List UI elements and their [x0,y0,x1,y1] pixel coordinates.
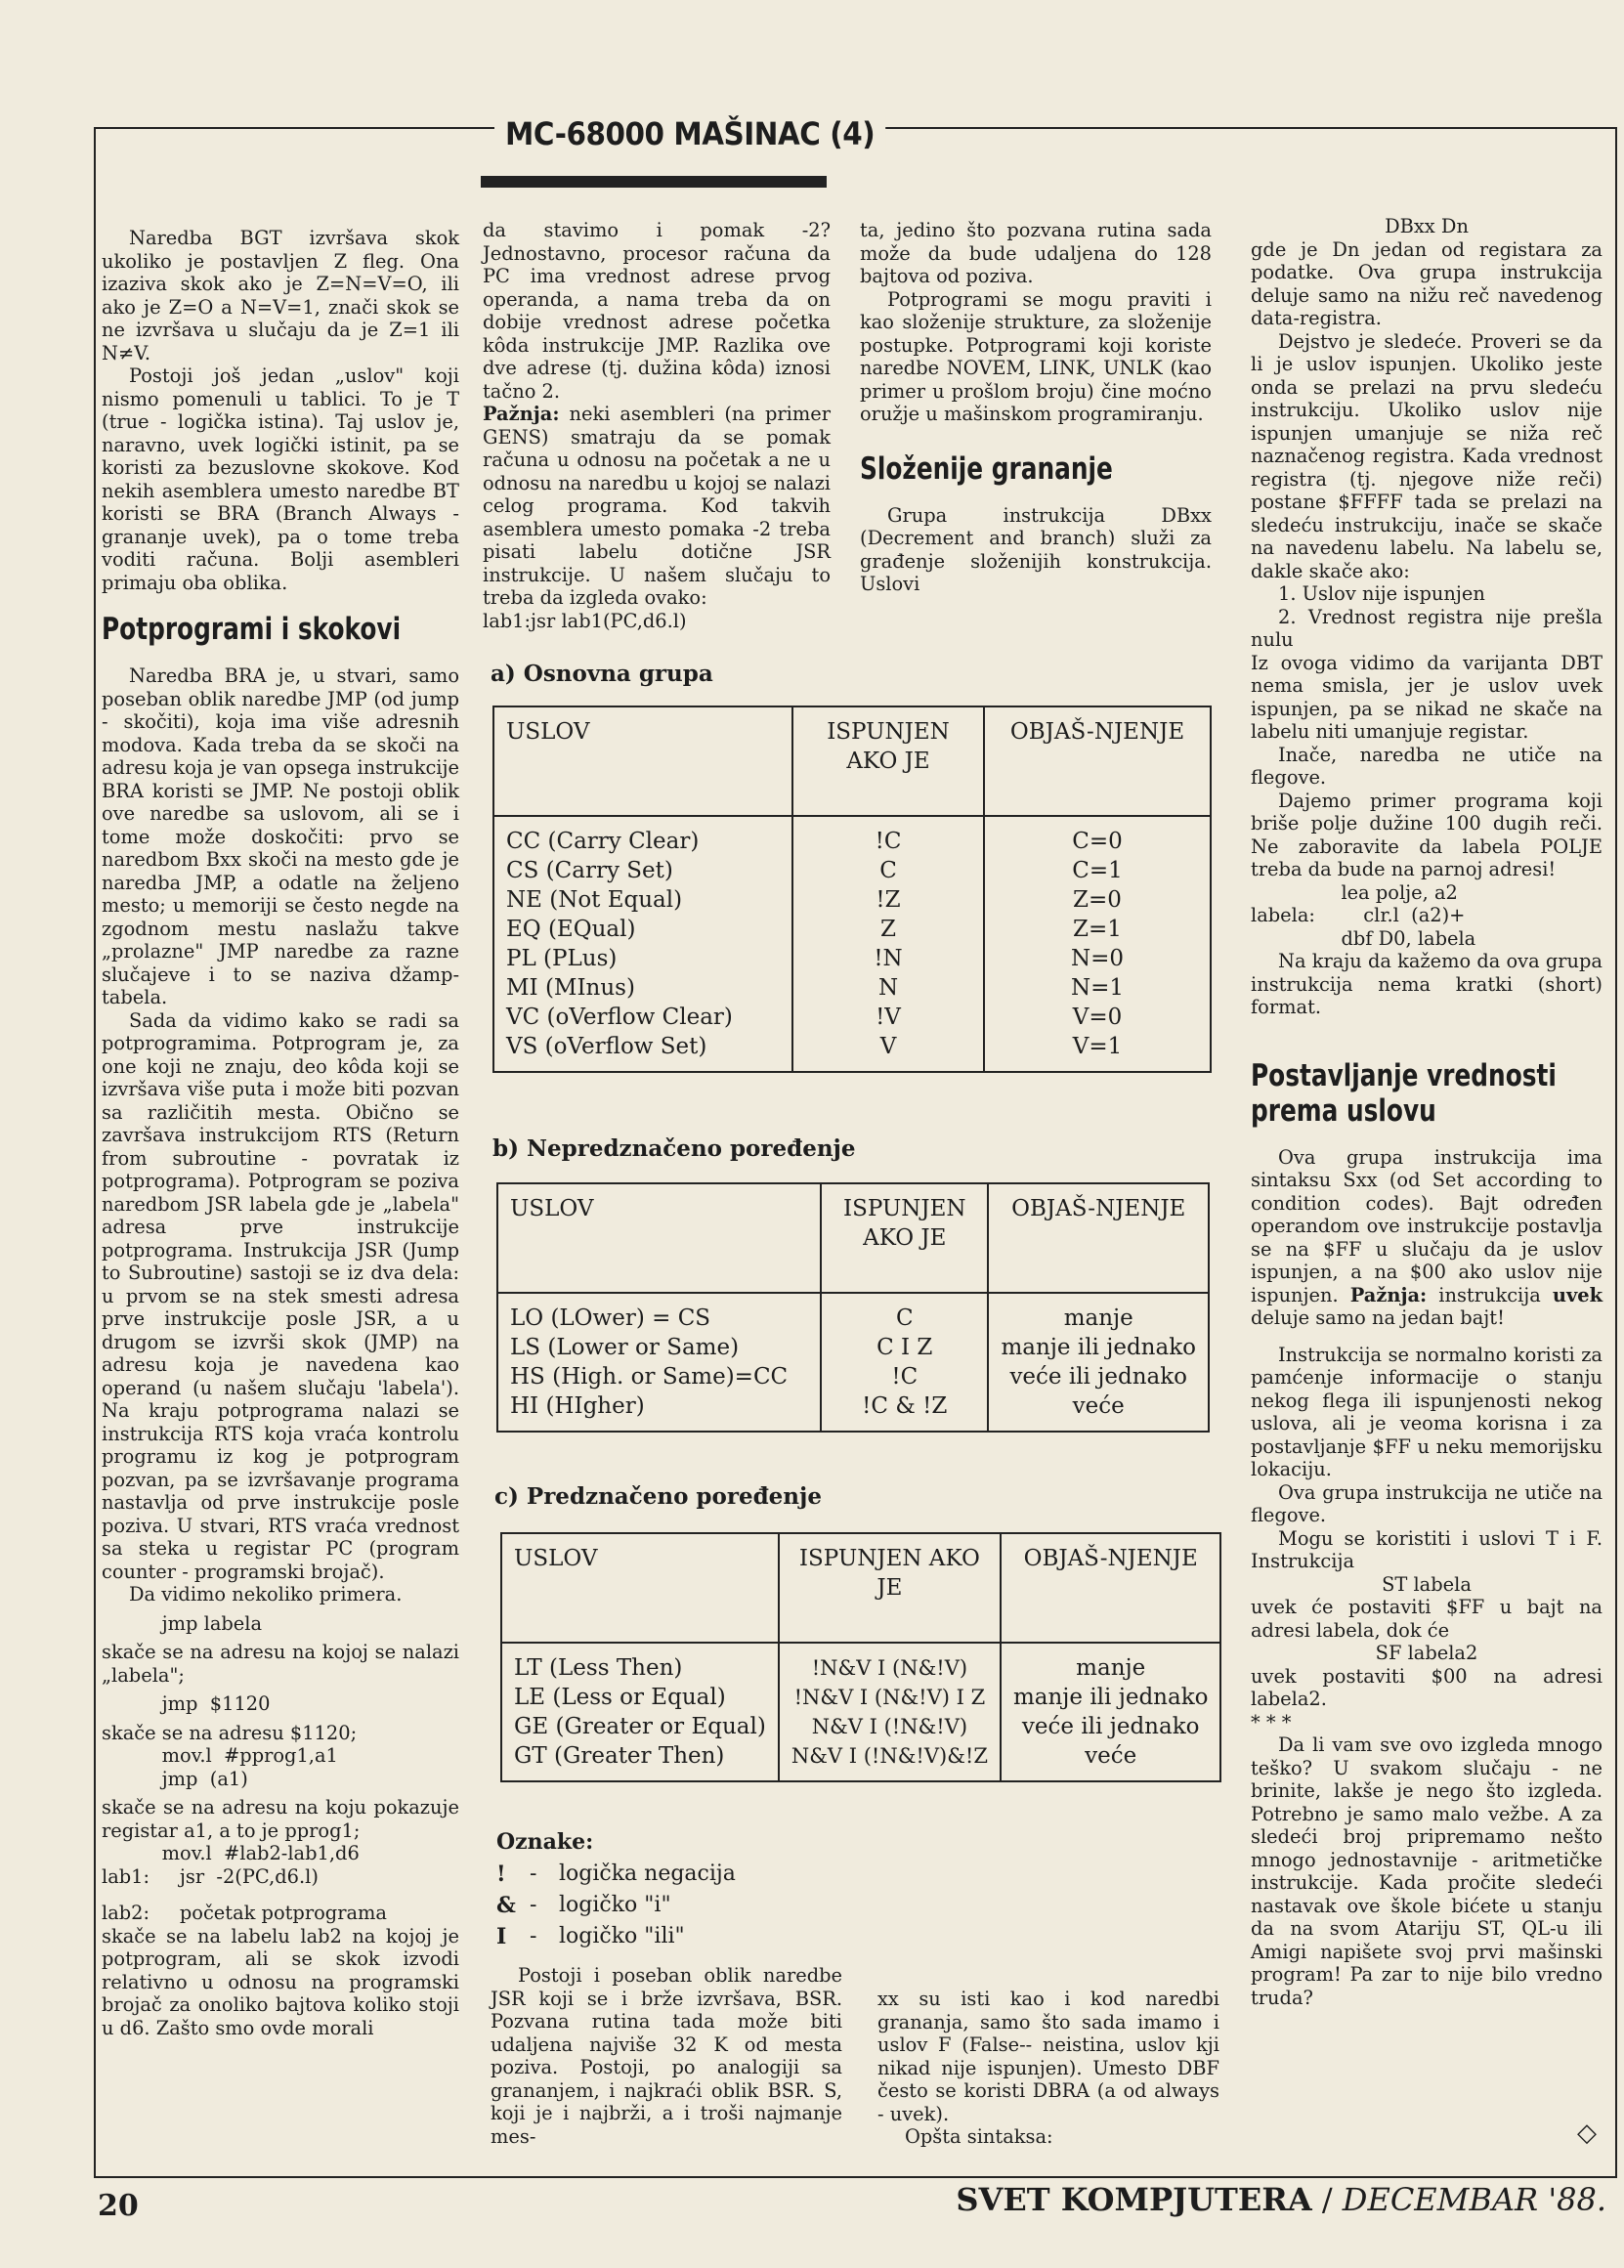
cell: LS (Lower or Same) [510,1335,740,1360]
footer-separator: / [1311,2181,1343,2218]
paragraph: Naredba BRA je, u stvari, samo poseban oblik naredbe JMP (od jump - skočiti), koja ima više adresnih modova. Kada treba da se skoči na adresu koja je van opsega instrukcije BRA koristi se JMP. Ne postoji oblik ove naredbe sa uslovom, ali se i tome može doskočiti: prvo se naredbom Bxx skoči na mesto gde je naredba JMP, a odatle na željeno mesto; u memoriji se često negde na zgodnom mestu naslažu takve „prolazne" JMP naredbe za razne slučajeve i to se naziva džamp-tabela. [102,664,459,1008]
code-block: mov.l #pprog1,a1 jmp (a1) [161,1744,338,1790]
table-header-row [493,706,1211,816]
legend-item: I - logičko "ili" [496,1921,736,1952]
cell: Z=1 [1073,917,1122,942]
header-cell: OBJAŠ-NJENJE [988,1183,1209,1293]
paragraph-text: deluje samo na jedan bajt! [1251,1306,1505,1329]
cell: !C [891,1364,919,1390]
cell: V [879,1034,897,1059]
cell: GT (Greater Then) [514,1743,725,1769]
cell: C=1 [1072,858,1123,883]
cell: !N&V I (N&!V) I Z [793,1686,986,1709]
cell: EQ (EQual) [506,917,636,942]
column-3 [860,219,1212,596]
legend-text: logička negacija [559,1861,736,1886]
cell: manje ili jednako [1012,1685,1209,1710]
cell: veće [1085,1743,1137,1769]
table-osnovna-grupa [492,706,1212,1073]
section-stars: * * * [1251,1710,1292,1733]
bold-label: Pažnja: [483,403,560,425]
legend-text: logičko "ili" [559,1924,685,1948]
table-row [497,1293,1209,1432]
code-line: lab2: početak potprograma [102,1902,387,1924]
cell: N=0 [1070,946,1125,971]
code-line: jmp labela [102,1611,263,1635]
table-b-title: b) Nepredznačeno poređenje [492,1135,856,1162]
legend-item: & - logičko "i" [496,1890,736,1921]
objasnjenje-column [984,816,1211,1072]
table-predznaceno [500,1532,1221,1782]
column-4 [1251,215,1603,2009]
paragraph: Mogu se koristiti i uslovi T i F. Instrukcija [1251,1526,1603,1572]
header-cell: ISPUNJEN AKO JE [792,706,984,816]
code-line: SF labela2 [1375,1642,1478,1664]
paragraph-text: Ova grupa instrukcija ima sintaksu Sxx (od Set according to condition codes). Bajt određen operandom ove instrukcije postavlja se na $FF u slučaju da je uslov ispunjen, a na $00 ako uslov nije ispunjen. [1251,1145,1603,1306]
cell: !C [875,829,902,854]
heading-potprogrami: Potprogrami i skokovi [102,612,402,647]
bottom-column-2 [491,1964,842,2148]
ispunjen-column [821,1293,988,1432]
paragraph: Grupa instrukcija DBxx (Decrement and branch) služi za građenje složenijih konstrukcija. Uslovi [860,503,1212,595]
list-item: 2. Vrednost registra nije prešla nulu [1251,605,1603,651]
ispunjen-column [792,816,984,1072]
page-number: 20 [98,2189,139,2223]
syntax-line: DBxx Dn [1385,215,1469,237]
issue-date: DECEMBAR '88. [1342,2181,1606,2218]
legend-symbol: ! [496,1861,506,1887]
paragraph: skače se na labelu lab2 na kojoj je potprogram, ali se skok izvodi relativno u odnosu na programski brojač za onoliko bajtova koliko stoji u d6. Zašto smo ovde morali [102,1924,459,2039]
paragraph: Naredba BGT izvršava skok ukoliko je postavljen Z fleg. Ona izaziva skok ako je Z=N=V=O, ili ako je Z=O a N=V=1, znači skok se ne izvršava u slučaju da je Z=1 ili N≠V. [102,227,459,364]
cell: !Z [876,887,901,913]
column-1 [102,227,459,2039]
cell: veće ili jednako [1009,1364,1188,1390]
heading-postavljanje: Postavljanje vrednosti prema uslovu [1251,1057,1557,1129]
paragraph: Potprogrami se mogu praviti i kao složenije strukture, za složenije postupke. Potprogrami koji koriste naredbe NOVEM, LINK, UNLK (kao primer u prošlom broju) čine moćno oružje u mašinskom programiranju. [860,287,1212,425]
paragraph-text: neki asembleri (na primer GENS) smatraju da se pomak računa u odnosu na početak a ne u odnosu na naredbu u kojoj se nalazi celog programa. Kod takvih asemblera umesto pomaka -2 treba pisati labelu dotične JSR instrukcije. U našem slučaju to treba da izgleda ovako: [483,403,831,609]
table-a-title: a) Osnovna grupa [491,661,713,687]
legend-item: ! - logička negacija [496,1859,736,1890]
column-2 [483,219,831,632]
paragraph: Opšta sintaksa: [905,2125,1053,2148]
ispunjen-column [779,1643,1001,1781]
article-title: MC-68000 MAŠINAC (4) [494,115,885,152]
legend-title: Oznake: [496,1829,594,1855]
table-c-title: c) Predznačeno poređenje [494,1483,822,1510]
table-row [493,816,1211,1072]
cell: NE (Not Equal) [506,887,683,913]
cell: !N&V I (N&!V) [811,1656,968,1680]
cell: veće ili jednako [1021,1714,1200,1739]
cell: PL (PLus) [506,946,618,971]
header-cell: OBJAŠ-NJENJE [1001,1533,1221,1643]
cell: N [877,975,899,1001]
cell: Z=0 [1073,887,1122,913]
paragraph: uvek će postaviti $FF u bajt na adresi labela, dok će [1251,1596,1603,1642]
paragraph: da stavimo i pomak -2? Jednostavno, procesor računa da PC ima vrednost adrese prvog operanda, a nama treba da on dobije vrednost adrese početka kôda instrukcije JMP. Razlika ove dve adrese (tj. dužina kôda) iznosi tačno 2. [483,219,831,403]
header-cell: USLOV [501,1533,779,1643]
table-nepredznaceno [496,1182,1210,1433]
cell: CC (Carry Clear) [506,829,700,854]
end-mark-icon: ◇ [1577,2118,1597,2148]
magazine-footer [956,2181,1606,2218]
paragraph: uvek postaviti $00 na adresi labela2. [1251,1664,1603,1710]
objasnjenje-column [1001,1643,1221,1781]
cell: C [895,1305,914,1331]
cell: LE (Less or Equal) [514,1685,726,1710]
header-cell: OBJAŠ-NJENJE [984,706,1211,816]
cell: HS (High. or Same)=CC [510,1364,789,1390]
cell: C I Z [876,1335,933,1360]
legend-symbol: & [496,1893,516,1918]
paragraph: ta, jedino što pozvana rutina sada može da bude udaljena do 128 bajtova od poziva. [860,219,1212,287]
paragraph: Iz ovoga vidimo da varijanta DBT nema smisla, jer je uslov uvek ispunjen, pa se nikad ne skače na labelu niti umanjuje registar. [1251,651,1603,743]
cell: N=1 [1070,975,1125,1001]
paragraph: xx su isti kao i kod naredbi grananja, samo što sada imamo i uslov F (False-- neistina, uslov kji nikad nije ispunjen). Umesto DBF često se koristi DBRA (a od always - uvek). [877,1988,1219,2125]
header-cell: USLOV [497,1183,821,1293]
paragraph: Instrukcija se normalno koristi za pamćenje informacije o stanju nekog flega ili ispunjenosti nekog uslova, ali je veoma korisna i za postavljanje $FF u neku memorijsku lokaciju. [1251,1343,1603,1480]
objasnjenje-column [988,1293,1209,1432]
paragraph: skače se na adresu na koju pokazuje registar a1, a to je pprog1; [102,1796,459,1842]
paragraph: gde je Dn jedan od registara za podatke. Ova grupa instrukcija deluje samo na nižu reč navedenog data-registra. [1251,237,1603,329]
bottom-column-3 [877,1988,1219,2149]
cell: manje [1076,1655,1146,1681]
code-line: lab1:jsr lab1(PC,d6.l) [483,609,687,632]
title-underline [481,176,827,188]
paragraph: Da vidimo nekoliko primera. [129,1583,403,1605]
paragraph: Dejstvo je sledeće. Proveri se da li je uslov ispunjen. Ukoliko jeste onda se prelazi na prvu sledeću instrukciju. Ukoliko uslov nije ispunjen umanjuje se niža reč naznačenog registra. Kada vrednost registra (tj. njegove niže reči) postane $FFFF tada se prelazi na sledeću instrukciju, inače se skače na navedenu labelu. Na labelu se, dakle skače ako: [1251,329,1603,582]
code-line: jmp $1120 [102,1692,271,1715]
paragraph: Na kraju da kažemo da ova grupa instrukcija nema kratki (short) format. [1251,950,1603,1018]
cell: VS (oVerflow Set) [506,1034,707,1059]
paragraph: Inače, naredba ne utiče na flegove. [1251,743,1603,789]
cell: LT (Less Then) [514,1655,683,1681]
cell: !V [876,1005,901,1030]
cell: V=0 [1072,1005,1123,1030]
cell: veće [1072,1393,1125,1419]
table-row [501,1643,1220,1781]
uslov-column [501,1643,779,1781]
table-header-row [497,1183,1209,1293]
legend [496,1829,736,1952]
uslov-column [497,1293,821,1432]
cell: N&V I (!N&!V)&!Z [791,1744,988,1768]
code-block: mov.l #lab2-lab1,d6 lab1: jsr -2(PC,d6.l) [102,1842,360,1888]
cell: N&V I (!N&!V) [811,1715,968,1738]
cell: manje ili jednako [1001,1335,1196,1360]
legend-text: logičko "i" [559,1893,671,1917]
bold-label: uvek [1552,1283,1603,1306]
cell: VC (oVerflow Clear) [506,1005,733,1030]
cell: Z [880,917,896,942]
magazine-name: SVET KOMPJUTERA [956,2181,1312,2218]
code-block: lea polje, a2 labela: clr.l (a2)+ dbf D0, labela [1251,880,1476,950]
paragraph: Ova grupa instrukcija ne utiče na flegove. [1251,1480,1603,1526]
paragraph: Dajemo primer programa koji briše polje dužine 100 dugih reči. Ne zaboravite da labela POLJE treba da bude na parnoj adresi! [1251,789,1603,880]
cell: GE (Greater or Equal) [514,1714,766,1739]
heading-slozenije: Složenije grananje [860,450,1113,487]
header-cell: ISPUNJEN AKO JE [821,1183,988,1293]
cell: !N [874,946,903,971]
cell: manje [1063,1305,1133,1331]
code-line: ST labela [1382,1572,1472,1596]
uslov-column [493,816,792,1072]
paragraph: Da li vam sve ovo izgleda mnogo teško? U svakom slučaju - ne brinite, lakše je nego što izgleda. Potrebno je samo malo vežbe. A za sledeći broj pripremamo nešto mnogo jednostavnije - aritmetičke instrukcije. Kada pročite sledeći nastavak ove škole bićete u stanju da na svom Atariju ST, QL-u ili Amigi napišete svoj prvi mašinski program! Pa zar to nije bilo vredno truda? [1251,1733,1603,2009]
cell: C [879,858,897,883]
paragraph: skače se na adresu na kojoj se nalazi „labela"; [102,1641,459,1687]
paragraph: skače se na adresu $1120; [102,1721,358,1744]
cell: V=1 [1072,1034,1123,1059]
paragraph: Postoji i poseban oblik naredbe JSR koji se i brže izvršava, BSR. Pozvana rutina tada može biti udaljena najviše 32 K od mesta poziva. Postoji, po analogiji sa grananjem, i najkraći oblik BSR. S, koji je i najbrži, a i troši najmanje mes- [491,1964,842,2148]
header-cell: ISPUNJEN AKO JE [779,1533,1001,1643]
cell: MI (MInus) [506,975,635,1001]
paragraph-text: instrukcija [1427,1283,1553,1306]
cell: !C & !Z [862,1393,948,1419]
paragraph: Sada da vidimo kako se radi sa potprogramima. Potprogram je, za one koji ne znaju, deo kôda koji se izvršava više puta i može biti pozvan sa različitih mesta. Obično se završava instrukcijom RTS (Return from subroutine - povratak iz potprograma). Potprogram se poziva naredbom JSR labela gde je „labela" adresa prve instrukcije potprograma. Instrukcija JSR (Jump to Subroutine) sastoji se iz dva dela: u prvom se na stek smesti adresa prve instrukcije posle JSR, a u drugom se izvrši skok (JMP) na adresu koja je navedena kao operand (u našem slučaju 'labela'). Na kraju potprograma nalazi se instrukcija RTS koja vraća kontrolu programu iz kog je potprogram pozvan, pa se izvršavanje programa nastavlja od prve instrukcije posle poziva. U stvari, RTS vraća vrednost sa steka u registar PC (program counter - programski brojač). [102,1008,459,1583]
header-cell: USLOV [493,706,792,816]
bold-label: Pažnja: [1349,1283,1428,1306]
list-item: 1. Uslov nije ispunjen [1278,582,1485,605]
table-header-row [501,1533,1220,1643]
cell: CS (Carry Set) [506,858,673,883]
cell: HI (HIgher) [510,1393,645,1419]
cell: C=0 [1072,829,1123,854]
legend-symbol: I [496,1924,507,1949]
paragraph: Postoji još jedan „uslov" koji nismo pomenuli u tablici. To je T (true - logička istina). Taj uslov je, naravno, uvek logički istinit, pa se koristi za bezuslovne skokove. Kod nekih asemblera umesto naredbe BT koristi se BRA (Branch Always - grananje uvek), pa o tome treba voditi računa. Bolji asembleri primaju oba oblika. [102,364,459,594]
cell: LO (LOwer) = CS [510,1305,711,1331]
